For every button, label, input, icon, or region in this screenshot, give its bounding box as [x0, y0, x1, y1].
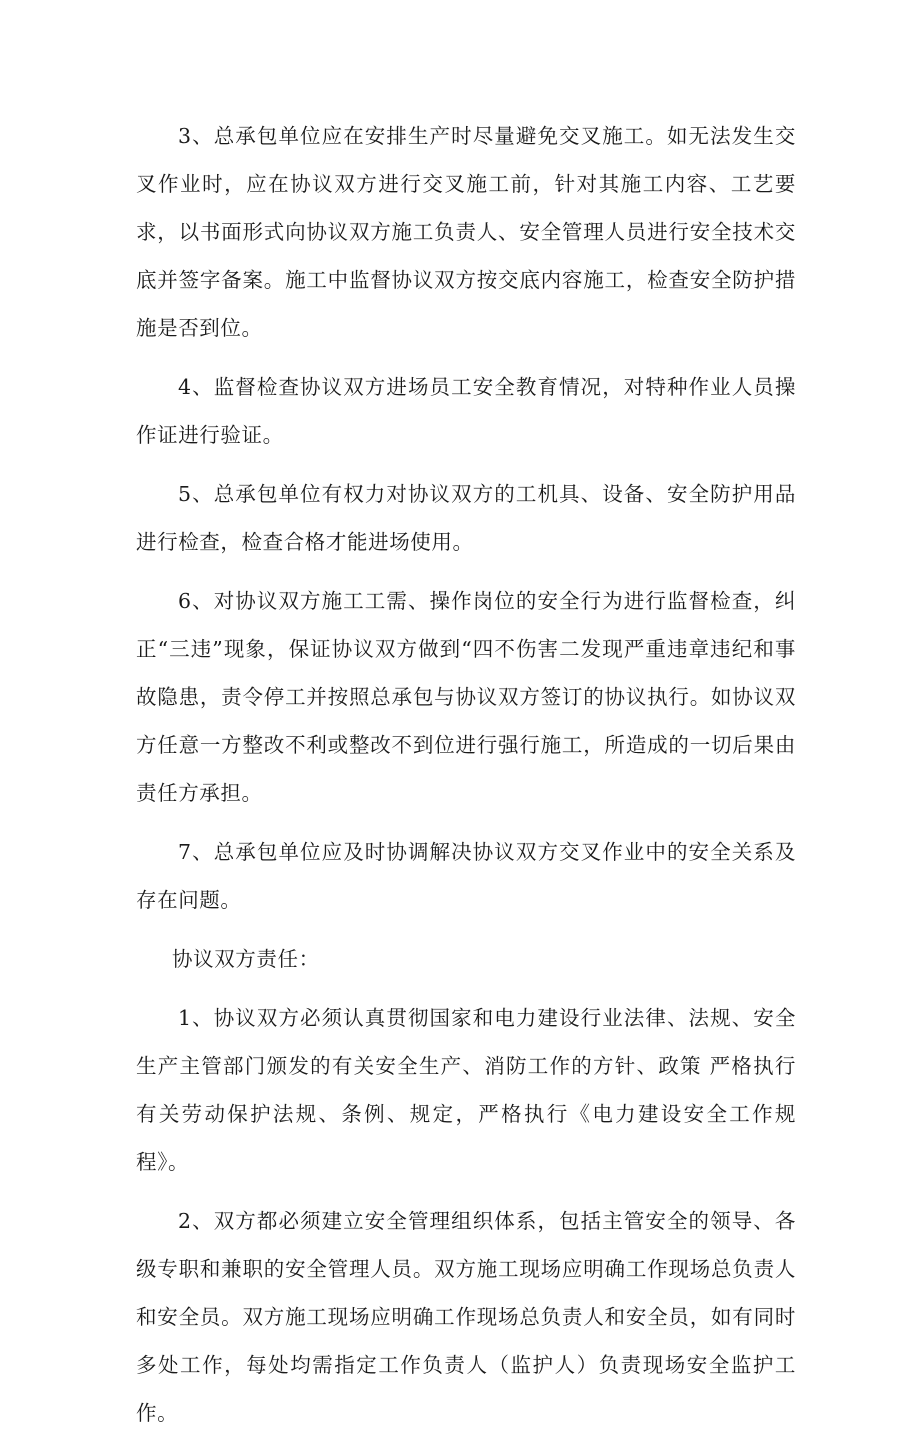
paragraph-item-4: 4、监督检查协议双方进场员工安全教育情况，对特种作业人员操作证进行验证。	[136, 375, 796, 447]
section-paragraph-2: 2、双方都必须建立安全管理组织体系，包括主管安全的领导、各级专职和兼职的安全管理人员。双方施工现场应明确工作现场总负责人和安全员。双方施工现场应明确工作现场总负责人和安全员，如有同时多处工作，每处均需指定工作负责人（监护人）负责现场安全监护工作。	[136, 1209, 796, 1425]
paragraph-item-7: 7、总承包单位应及时协调解决协议双方交叉作业中的安全关系及存在问题。	[136, 840, 796, 912]
section-paragraph-1: 1、协议双方必须认真贯彻国家和电力建设行业法律、法规、安全生产主管部门颁发的有关安全生产、消防工作的方针、政策 严格执行有关劳动保护法规、条例、规定，严格执行《电力建设安全工作规程》。	[136, 1006, 796, 1174]
paragraph-item-5: 5、总承包单位有权力对协议双方的工机具、设备、安全防护用品进行检查，检查合格才能进场使用。	[136, 482, 796, 554]
paragraph-item-3: 3、总承包单位应在安排生产时尽量避免交叉施工。如无法发生交叉作业时，应在协议双方进行交叉施工前，针对其施工内容、工艺要求，以书面形式向协议双方施工负责人、安全管理人员进行安全技术交底并签字备案。施工中监督协议双方按交底内容施工，检查安全防护措施是否到位。	[136, 124, 796, 340]
paragraph-item-6: 6、对协议双方施工工需、操作岗位的安全行为进行监督检查，纠正“三违”现象，保证协议双方做到“四不伤害二发现严重违章违纪和事故隐患，责令停工并按照总承包与协议双方签订的协议执行。如协议双方任意一方整改不利或整改不到位进行强行施工，所造成的一切后果由责任方承担。	[136, 589, 796, 805]
section-heading: 协议双方责任：	[172, 947, 320, 971]
document-body	[136, 112, 796, 1448]
